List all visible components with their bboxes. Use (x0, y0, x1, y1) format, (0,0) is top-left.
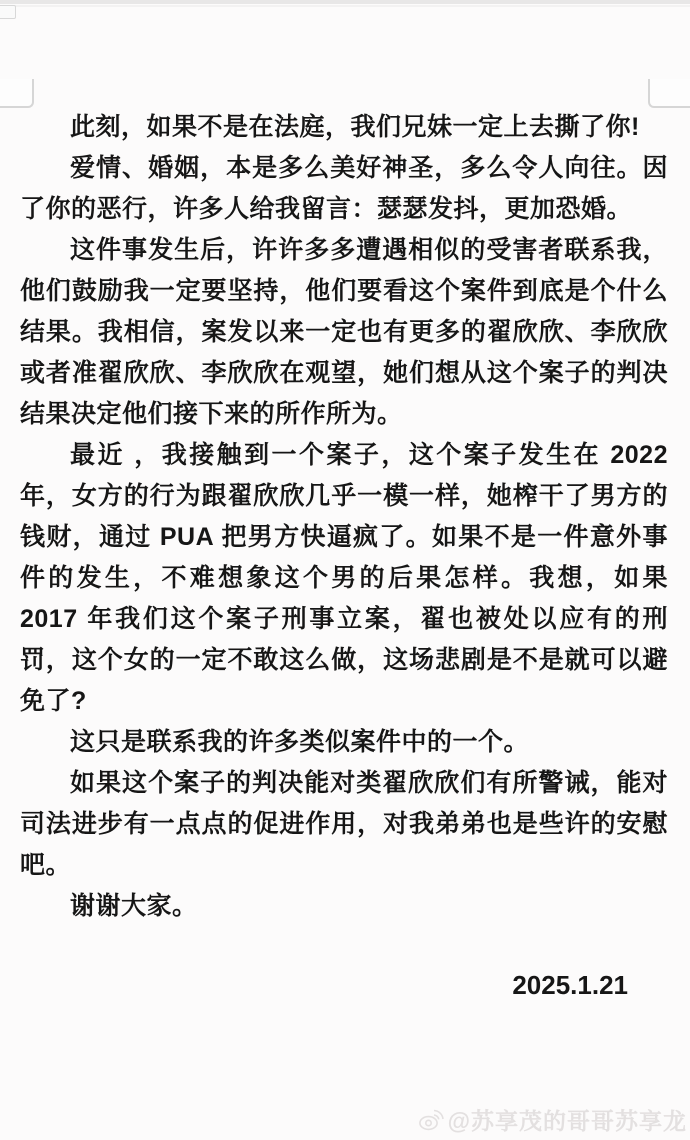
statement-paragraph: 谢谢大家。 (70, 892, 198, 920)
weibo-logo-icon (418, 1107, 445, 1132)
page-corner-mark-right (648, 79, 690, 108)
watermark-handle: @苏享茂的哥哥苏享龙 (447, 1108, 687, 1134)
statement-paragraph: 如果这个案子的判决能对类翟欣欣们有所警诫，能对司法进步有一点点的促进作用，对我弟弟也是些许的安慰吧。 (20, 769, 668, 879)
page-corner-mark-left (0, 79, 34, 108)
statement-paragraph: 这件事发生后，许许多多遭遇相似的受害者联系我，他们鼓励我一定要坚持，他们要看这个案件到底是个什么结果。我相信，案发以来一定也有更多的翟欣欣、李欣欣或者准翟欣欣、李欣欣在观望，她们想从这个案子的判决结果决定他们接下来的所作所为。 (20, 236, 668, 428)
statement-paragraph: 此刻，如果不是在法庭，我们兄妹一定上去撕了你! (70, 113, 640, 141)
page-top-edge-strip (0, 0, 690, 4)
statement-paragraph: 最近 ，我接触到一个案子，这个案子发生在 2022 年，女方的行为跟翟欣欣几乎一模一样，她榨干了男方的钱财，通过 PUA 把男方快逼疯了。如果不是一件意外事件的发生，不难想象这个男的后果怎样。我想，如果 2017 年我们这个案子刑事立案，翟也被处以应有的刑罚，这个女的一定不敢这么做，这场悲剧是不是就可以避免了? (20, 441, 668, 715)
statement-paragraph: 这只是联系我的许多类似案件中的一个。 (70, 728, 530, 756)
statement-paragraph: 爱情、婚姻，本是多么美好神圣，多么令人向往。因了你的恶行，许多人给我留言：瑟瑟发抖，更加恐婚。 (20, 154, 668, 223)
statement-text (20, 107, 668, 1006)
page-fragment-top-left (0, 5, 16, 19)
page-top-edge-shadow (0, 5, 690, 7)
statement-date: 2025.1.21 (512, 970, 628, 1000)
watermark (418, 1103, 687, 1136)
